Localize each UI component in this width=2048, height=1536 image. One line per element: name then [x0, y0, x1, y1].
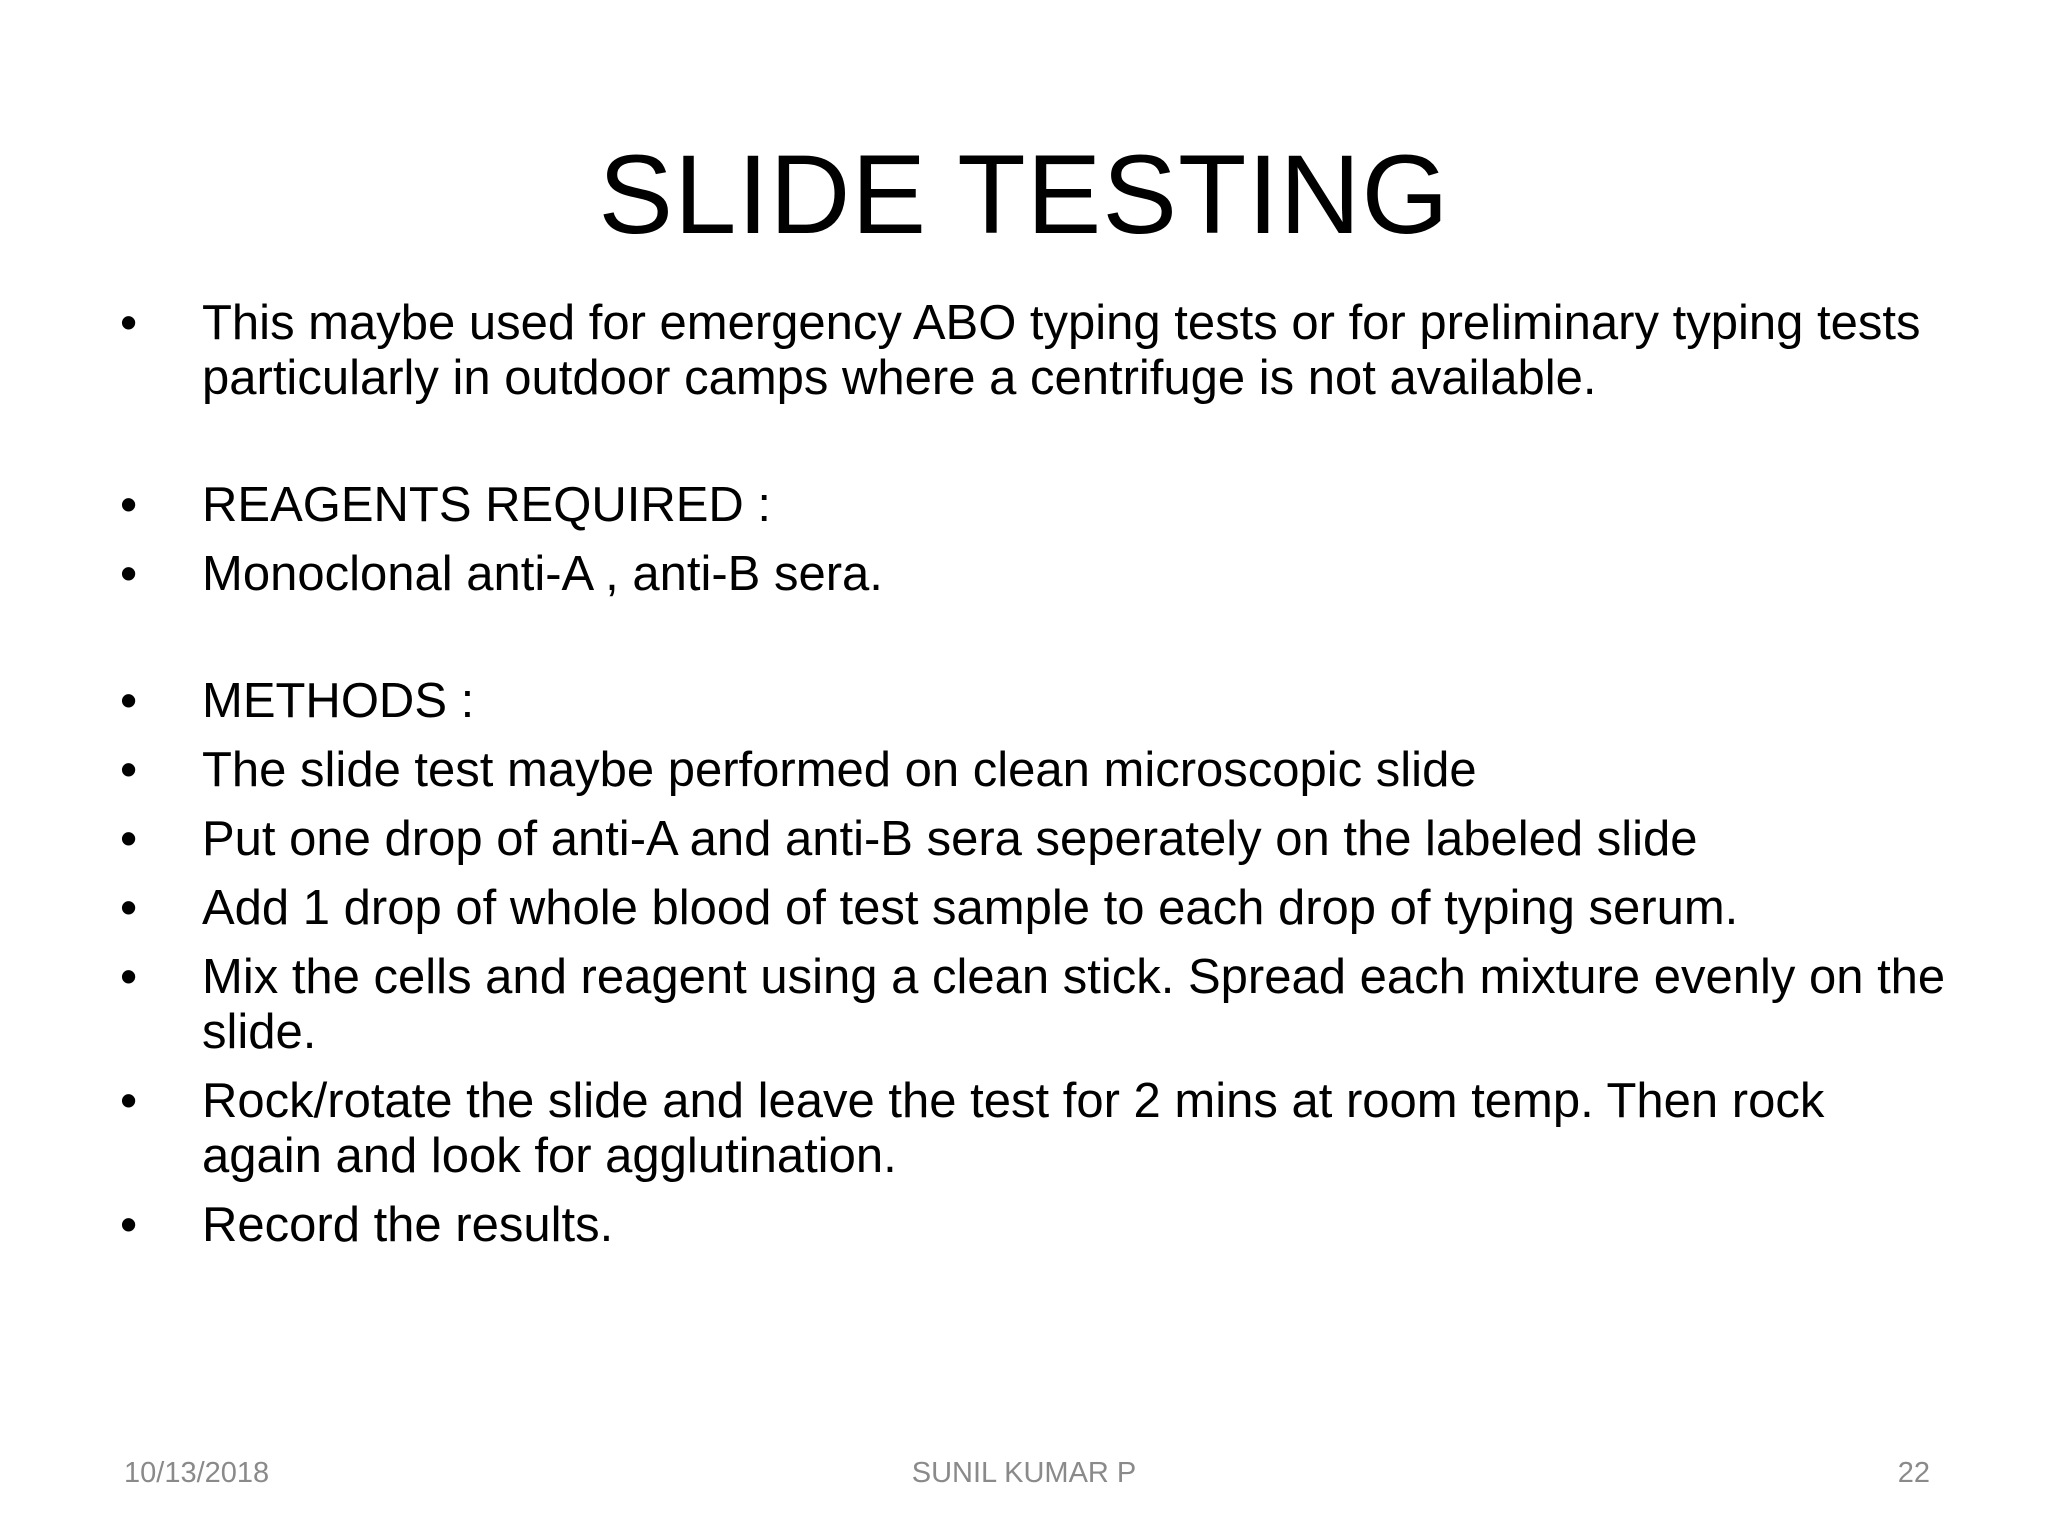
bullet-icon: • [120, 812, 138, 866]
bullet-item [120, 296, 1950, 406]
bullet-text: METHODS : [202, 674, 475, 728]
bullet-item [120, 674, 1950, 729]
bullet-text: Add 1 drop of whole blood of test sample to each drop of typing serum. [202, 881, 1739, 935]
bullet-item [120, 743, 1950, 798]
bullet-text: Monoclonal anti-A , anti-B sera. [202, 547, 883, 601]
bullet-text: Rock/rotate the slide and leave the test for 2 mins at room temp. Then rock again and look for agglutination. [202, 1074, 1825, 1183]
bullet-item [120, 547, 1950, 602]
bullet-icon: • [120, 881, 138, 935]
slide-title: SLIDE TESTING [598, 132, 1450, 257]
bullet-text: This maybe used for emergency ABO typing tests or for preliminary typing tests particularly in outdoor camps where a centrifuge is not available. [202, 296, 1921, 405]
bullet-icon: • [120, 743, 138, 797]
bullet-text: The slide test maybe performed on clean microscopic slide [202, 743, 1477, 797]
bullet-icon: • [120, 1198, 138, 1252]
bullet-icon: • [120, 478, 138, 532]
bullet-text: REAGENTS REQUIRED : [202, 478, 772, 532]
bullet-icon: • [120, 950, 138, 1004]
bullet-text: Mix the cells and reagent using a clean stick. Spread each mixture evenly on the slide. [202, 950, 1946, 1059]
bullet-item [120, 881, 1950, 936]
bullet-item [120, 1198, 1950, 1253]
bullet-text: Record the results. [202, 1198, 614, 1252]
footer-author: SUNIL KUMAR P [911, 1457, 1137, 1489]
bullet-icon: • [120, 1074, 138, 1128]
bullet-item [120, 812, 1950, 867]
bullet-list [120, 296, 1950, 1267]
footer-page-number: 22 [1897, 1457, 1930, 1489]
bullet-icon: • [120, 674, 138, 728]
bullet-icon: • [120, 547, 138, 601]
bullet-item [120, 478, 1950, 533]
bullet-text: Put one drop of anti-A and anti-B sera seperately on the labeled slide [202, 812, 1698, 866]
bullet-item [120, 1074, 1950, 1184]
footer-date: 10/13/2018 [124, 1457, 270, 1489]
bullet-icon: • [120, 296, 138, 350]
bullet-item [120, 950, 1950, 1060]
